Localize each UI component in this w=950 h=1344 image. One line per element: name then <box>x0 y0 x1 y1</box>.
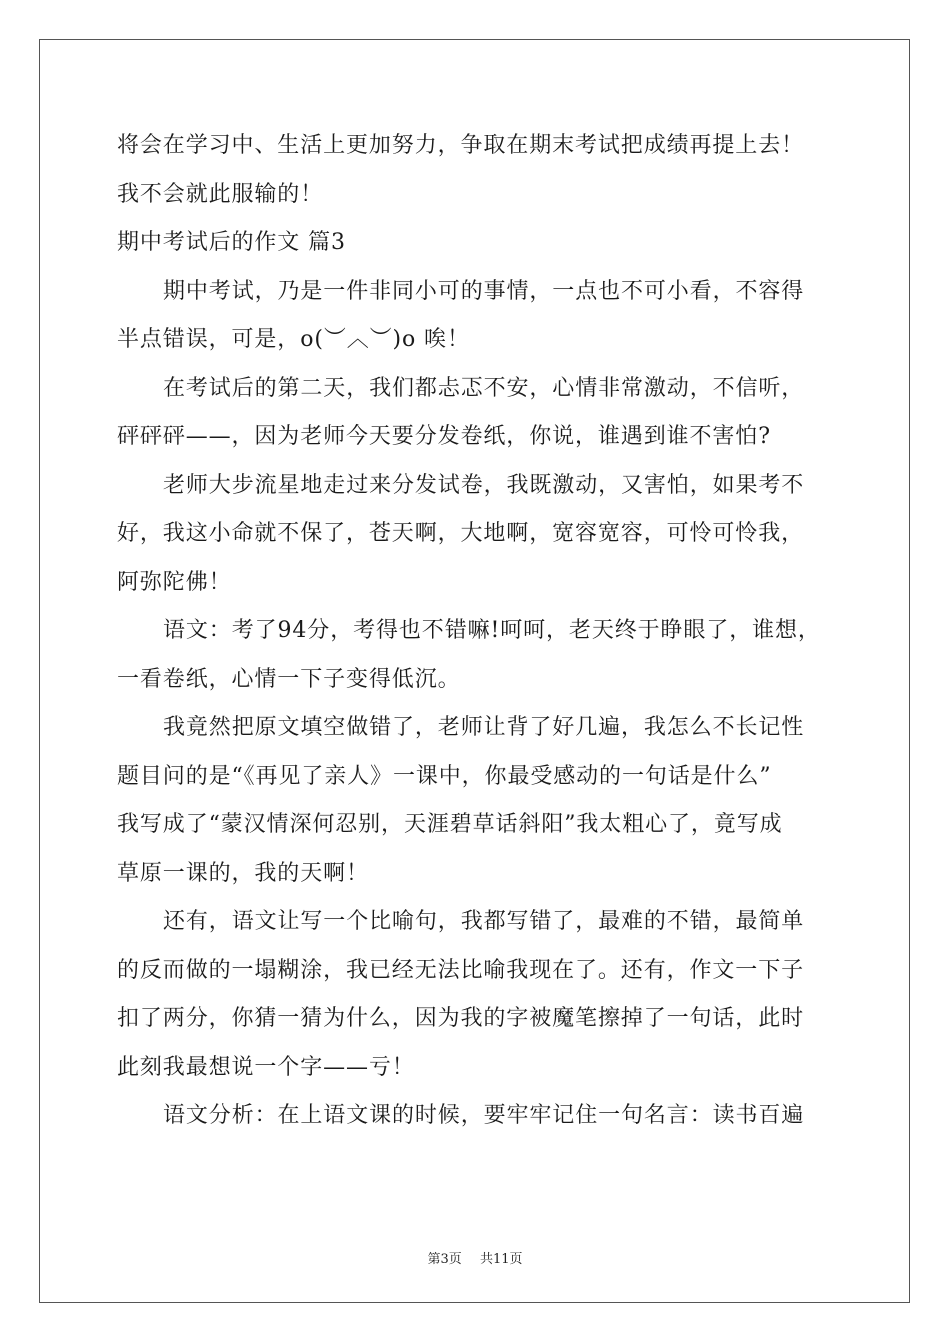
text-line: 草原一课的，我的天啊！ <box>117 860 369 886</box>
paragraph-start: 期中考试，乃是一件非同小可的事情，一点也不可小看，不容得 <box>163 278 805 304</box>
text-line: 半点错误，可是，o(︶︿︶)o 唉！ <box>117 327 470 352</box>
page-footer <box>0 1248 950 1267</box>
text-line: 的反而做的一塌糊涂，我已经无法比喻我现在了。还有，作文一下子 <box>117 957 805 983</box>
text-line: 题目问的是“《再见了亲人》一课中，你最受感动的一句话是什么” <box>117 763 772 789</box>
paragraph-start: 老师大步流星地走过来分发试卷，我既激动，又害怕，如果考不 <box>163 472 805 498</box>
page-number: 第3页 <box>427 1252 462 1267</box>
text-line: 砰砰砰——，因为老师今天要分发卷纸，你说，谁遇到谁不害怕? <box>117 424 771 449</box>
text-line: 好，我这小命就不保了，苍天啊，大地啊，宽容宽容，可怜可怜我， <box>117 521 805 546</box>
text-line: 阿弥陀佛！ <box>117 569 232 595</box>
section-heading: 期中考试后的作文 篇3 <box>117 230 346 255</box>
text-line: 我不会就此服输的！ <box>117 181 324 207</box>
text-line: 此刻我最想说一个字——亏！ <box>117 1054 415 1080</box>
paragraph-start: 语文分析：在上语文课的时候，要牢牢记住一句名言：读书百遍 <box>163 1103 805 1128</box>
paragraph-start: 语文：考了94分，考得也不错嘛!呵呵，老天终于睁眼了，谁想， <box>163 618 821 643</box>
document-body <box>117 122 837 1141</box>
paragraph-start: 我竟然把原文填空做错了，老师让背了好几遍，我怎么不长记性 <box>163 715 805 740</box>
paragraph-start: 在考试后的第二天，我们都忐忑不安，心情非常激动，不信听， <box>163 375 805 401</box>
text-line: 将会在学习中、生活上更加努力，争取在期末考试把成绩再提上去！ <box>117 133 805 158</box>
paragraph-start: 还有，语文让写一个比喻句，我都写错了，最难的不错，最简单 <box>163 909 805 934</box>
text-line: 我写成了“蒙汉情深何忍别，天涯碧草话斜阳”我太粗心了，竟写成 <box>117 812 783 837</box>
text-line: 一看卷纸，心情一下子变得低沉。 <box>117 666 461 692</box>
text-line: 扣了两分，你猜一猜为什么，因为我的字被魔笔擦掉了一句话，此时 <box>117 1006 805 1031</box>
page-total: 共11页 <box>479 1252 523 1267</box>
